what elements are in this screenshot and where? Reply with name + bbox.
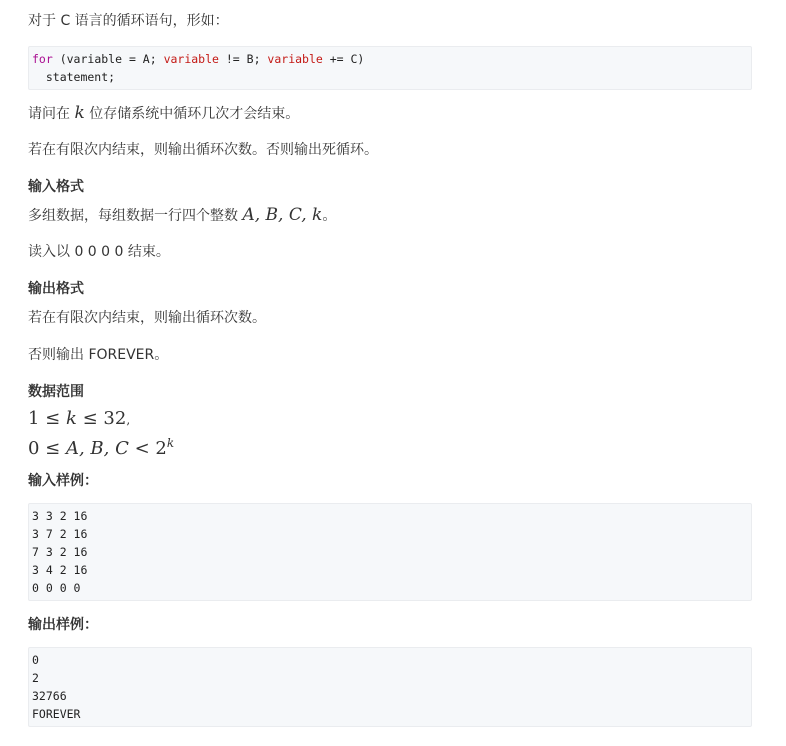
- question-text: [28, 103, 299, 124]
- input-format-heading: 输入格式: [28, 179, 84, 195]
- question-suffix: 位存储系统中循环几次才会结束。: [84, 106, 300, 122]
- math-text: < 2: [128, 438, 167, 459]
- sample-output-line: FOREVER: [32, 707, 81, 721]
- sample-input-line: 3 3 2 16: [32, 509, 88, 523]
- code-text: != B;: [218, 52, 268, 66]
- question-prefix: 请问在: [28, 106, 75, 122]
- data-range-line-2: [28, 431, 174, 461]
- math-superscript-k: k: [166, 436, 175, 450]
- sample-input-line: 0 0 0 0: [32, 581, 81, 595]
- sample-input-line: 7 3 2 16: [32, 545, 88, 559]
- sample-input-line: 3 4 2 16: [32, 563, 88, 577]
- rule-text: 若在有限次内结束，则输出循环次数。否则输出死循环。: [28, 142, 378, 158]
- sample-input-heading: 输入样例：: [28, 473, 98, 489]
- code-line-2: statement;: [32, 70, 116, 84]
- code-block: [28, 46, 752, 90]
- sample-output-block: [28, 647, 752, 727]
- math-text: 1 ≤: [28, 408, 66, 429]
- code-text: += C): [322, 52, 365, 66]
- math-k: k: [65, 408, 77, 429]
- code-text: (variable = A;: [52, 52, 164, 66]
- data-range-heading: 数据范围: [28, 384, 84, 400]
- intro-text: 对于 C 语言的循环语句，形如：: [28, 13, 229, 29]
- input-format-line-2: 读入以 0 0 0 0 结束。: [28, 244, 170, 260]
- sample-output-line: 32766: [32, 689, 67, 703]
- math-text: 0 ≤: [28, 438, 66, 459]
- output-format-line-2: 否则输出 FOREVER。: [28, 347, 169, 363]
- sample-output-line: 0: [32, 653, 39, 667]
- output-format-line-1: 若在有限次内结束，则输出循环次数。: [28, 310, 266, 326]
- sample-output-line: 2: [32, 671, 39, 685]
- output-format-heading: 输出格式: [28, 281, 84, 297]
- data-range-line-1: [28, 408, 130, 431]
- code-line-1: [32, 50, 364, 68]
- math-k: k: [74, 103, 85, 123]
- sample-input-block: [28, 503, 752, 601]
- code-variable: variable: [163, 52, 219, 66]
- math-text: ≤ 32: [76, 408, 127, 429]
- input-format-prefix: 多组数据，每组数据一行四个整数: [28, 208, 243, 224]
- input-format-line-1: [28, 205, 336, 226]
- input-format-suffix: 。: [322, 208, 337, 224]
- sample-output-heading: 输出样例：: [28, 617, 98, 633]
- math-abck: A, B, C, k: [242, 205, 323, 225]
- math-abc: A, B, C: [65, 438, 129, 459]
- math-punct: ,: [126, 413, 131, 427]
- code-keyword-for: for: [32, 52, 53, 66]
- sample-input-line: 3 7 2 16: [32, 527, 88, 541]
- code-variable: variable: [267, 52, 323, 66]
